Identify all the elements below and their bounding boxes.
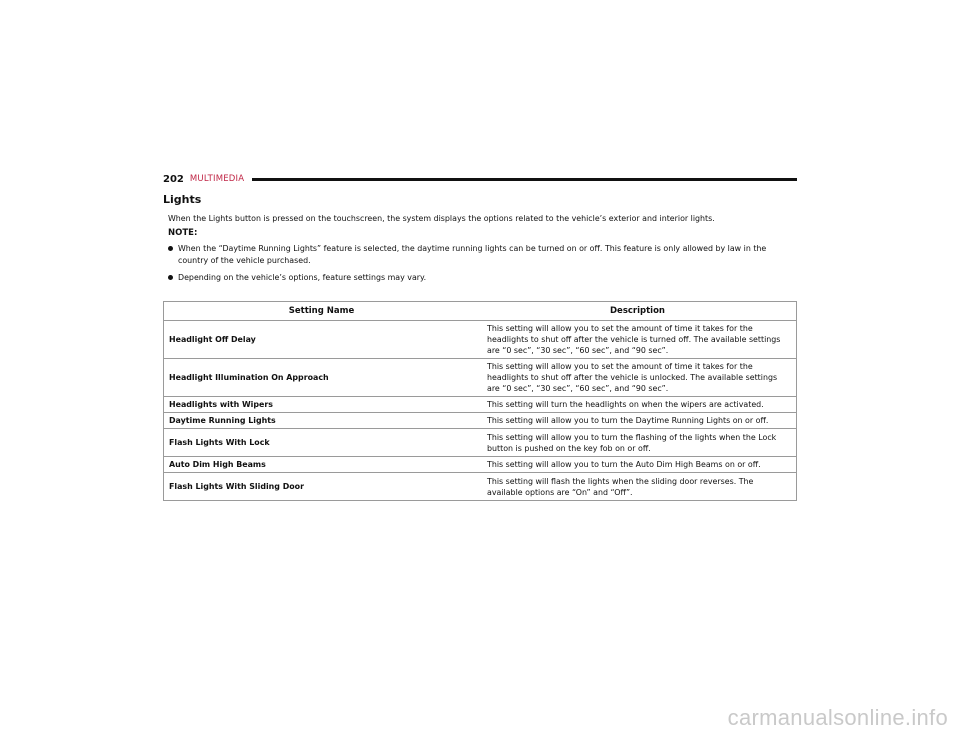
note-bullet-item	[168, 243, 796, 267]
note-bullet-item	[168, 272, 796, 284]
setting-description-cell: This setting will allow you to turn the Daytime Running Lights on or off.	[479, 413, 797, 429]
note-bullet-text: Depending on the vehicle’s options, feature settings may vary.	[178, 273, 427, 282]
setting-name-cell: Headlights with Wipers	[164, 397, 480, 413]
setting-description-cell: This setting will flash the lights when the sliding door reverses. The available options are “On” and “Off”.	[479, 473, 797, 501]
note-bullet-list	[168, 243, 796, 289]
setting-name-cell: Headlight Illumination On Approach	[164, 359, 480, 397]
bullet-dot-icon	[168, 246, 173, 251]
setting-name-cell: Auto Dim High Beams	[164, 457, 480, 473]
setting-name-cell: Flash Lights With Sliding Door	[164, 473, 480, 501]
column-header-description: Description	[479, 302, 797, 321]
note-label: NOTE:	[168, 228, 198, 238]
setting-description-cell: This setting will allow you to set the amount of time it takes for the headlights to shut off after the vehicle is unlocked. The available settings are “0 sec”, “30 sec”, “60 sec”, and “90 sec”.	[479, 359, 797, 397]
setting-description-cell: This setting will allow you to set the amount of time it takes for the headlights to shut off after the vehicle is turned off. The available settings are “0 sec”, “30 sec”, “60 sec”, and “90 sec”.	[479, 321, 797, 359]
column-header-setting-name: Setting Name	[164, 302, 480, 321]
table-row	[164, 397, 797, 413]
section-name: MULTIMEDIA	[189, 174, 245, 184]
setting-name-cell: Flash Lights With Lock	[164, 429, 480, 457]
setting-description-cell: This setting will allow you to turn the Auto Dim High Beams on or off.	[479, 457, 797, 473]
setting-description-cell: This setting will allow you to turn the flashing of the lights when the Lock button is pushed on the key fob on or off.	[479, 429, 797, 457]
intro-paragraph: When the Lights button is pressed on the touchscreen, the system displays the options related to the vehicle’s exterior and interior lights.	[168, 214, 715, 223]
table-row	[164, 359, 797, 397]
lights-settings-table	[163, 301, 797, 501]
setting-name-cell: Headlight Off Delay	[164, 321, 480, 359]
table-row	[164, 473, 797, 501]
setting-name-cell: Daytime Running Lights	[164, 413, 480, 429]
page-number: 202	[163, 173, 184, 185]
table-row	[164, 429, 797, 457]
bullet-dot-icon	[168, 275, 173, 280]
table-row	[164, 321, 797, 359]
header-rule	[252, 178, 797, 181]
page-header	[163, 171, 797, 187]
section-title: Lights	[163, 193, 202, 206]
note-bullet-text: When the “Daytime Running Lights” feature is selected, the daytime running lights can be turned on or off. This feature is only allowed by law in the country of the vehicle purchased.	[178, 244, 767, 265]
watermark-text: carmanualsonline.info	[727, 705, 948, 730]
setting-description-cell: This setting will turn the headlights on when the wipers are activated.	[479, 397, 797, 413]
table-row	[164, 457, 797, 473]
table-header-row	[164, 302, 797, 321]
table-row	[164, 413, 797, 429]
